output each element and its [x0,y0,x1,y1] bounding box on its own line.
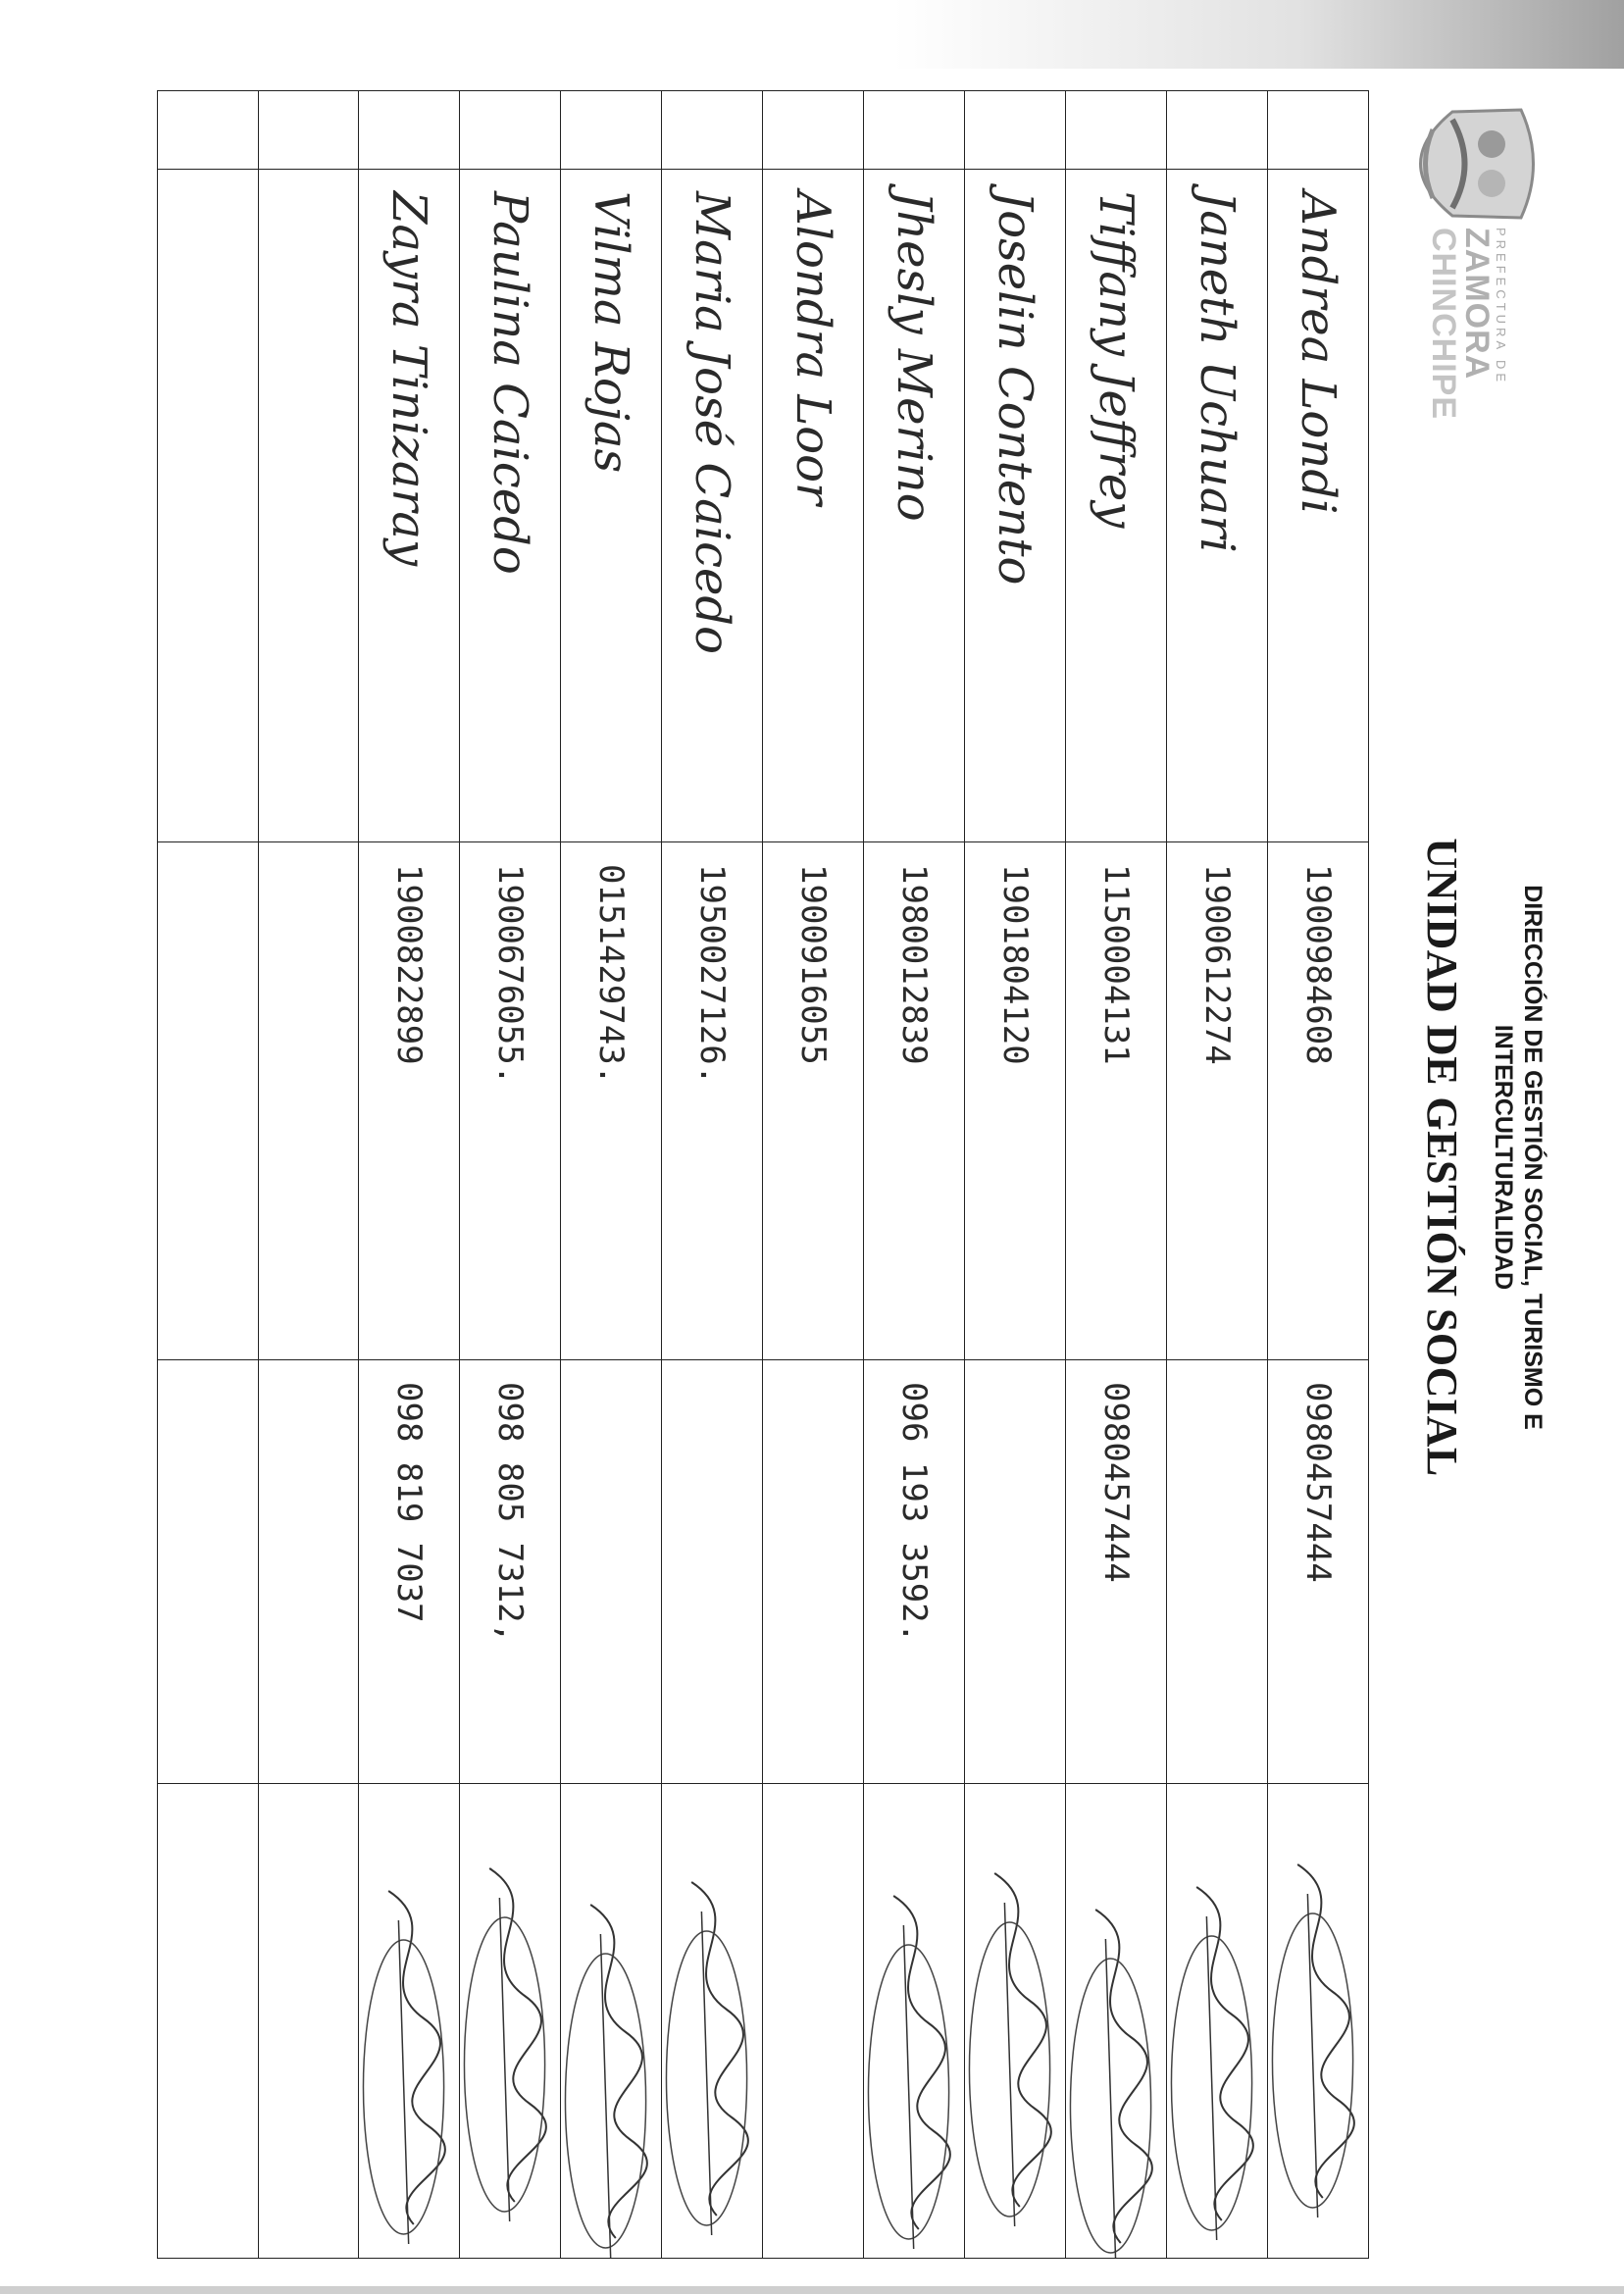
name-cell [158,170,259,842]
signature-scribble [561,1806,661,2259]
signature-cell [561,1784,662,2259]
id-number-cell [258,842,359,1360]
id-number-cell: 1900916055 [763,842,864,1360]
phone-cell [258,1360,359,1784]
name-cell: Zayra Tinizaray [359,170,460,842]
name-cell: Joselin Contento [965,170,1066,842]
table-row [1268,91,1369,2259]
signature-scribble [460,1806,560,2259]
row-number-cell [965,91,1066,170]
table-row [965,91,1066,2259]
id-number-cell: 1900822899 [359,842,460,1360]
row-number-cell [460,91,561,170]
name-cell: Tiffany Jeffrey [1066,170,1167,842]
signature-cell [460,1784,561,2259]
phone-cell: 096 193 3592. [864,1360,965,1784]
signature-scribble [1066,1806,1166,2259]
signature-scribble [1167,1806,1267,2259]
table-row [864,91,965,2259]
attendance-table [157,90,1369,2259]
row-number-cell [359,91,460,170]
signature-cell [1167,1784,1268,2259]
signature-scribble [965,1806,1065,2259]
id-number-cell [158,842,259,1360]
department-title [1489,785,1548,1530]
brand-line2: CHINCHIPE [1425,228,1462,421]
table-row [158,91,259,2259]
signature-cell [1268,1784,1369,2259]
department-line2: INTERCULTURALIDAD [1490,1024,1517,1291]
phone-cell [763,1360,864,1784]
signature-cell [763,1784,864,2259]
table-row [1066,91,1167,2259]
signature-scribble [864,1806,964,2259]
phone-cell [561,1360,662,1784]
table-row [258,91,359,2259]
phone-cell [1167,1360,1268,1784]
name-cell: Vilma Rojas [561,170,662,842]
signature-cell [359,1784,460,2259]
row-number-cell [561,91,662,170]
signature-cell [864,1784,965,2259]
name-cell: Andrea Londi [1268,170,1369,842]
attendance-rows [158,91,1369,2259]
department-line1: DIRECCIÓN DE GESTIÓN SOCIAL, TURISMO E [1519,885,1547,1430]
phone-cell: 0980457444 [1268,1360,1369,1784]
brand-line1: ZAMORA [1458,228,1496,381]
id-number-cell: 1900612274 [1167,842,1268,1360]
phone-cell [662,1360,763,1784]
scan-edge [0,2286,1624,2294]
name-cell: Janeth Uchuari [1167,170,1268,842]
table-row [1167,91,1268,2259]
table-row [662,91,763,2259]
row-number-cell [258,91,359,170]
row-number-cell [662,91,763,170]
signature-cell [1066,1784,1167,2259]
brand-wordmark [1427,228,1508,492]
row-number-cell [1268,91,1369,170]
phone-cell: 098 805 7312, [460,1360,561,1784]
row-number-cell [1167,91,1268,170]
phone-cell [158,1360,259,1784]
phone-cell: 098 819 7037 [359,1360,460,1784]
row-number-cell [763,91,864,170]
name-cell [258,170,359,842]
signature-scribble [1268,1806,1368,2259]
id-number-cell: 1950027126. [662,842,763,1360]
prefecture-logo [1379,90,1546,237]
signature-cell [662,1784,763,2259]
brand-prefix: PREFECTURA DE [1494,228,1508,386]
signature-cell [965,1784,1066,2259]
row-number-cell [158,91,259,170]
signature-cell [258,1784,359,2259]
name-cell: Alondra Loor [763,170,864,842]
row-number-cell [864,91,965,170]
id-number-cell: 1900676055. [460,842,561,1360]
signature-scribble [359,1806,459,2259]
row-number-cell [1066,91,1167,170]
table-row [561,91,662,2259]
table-row [763,91,864,2259]
id-number-cell: 1901804120 [965,842,1066,1360]
signature-cell [158,1784,259,2259]
name-cell: Jhesly Merino [864,170,965,842]
id-number-cell: 1150004131 [1066,842,1167,1360]
phone-cell [965,1360,1066,1784]
letterhead [1379,0,1624,2294]
id-number-cell: 1900984608 [1268,842,1369,1360]
name-cell: Paulina Caicedo [460,170,561,842]
table-row [359,91,460,2259]
unit-title: UNIDAD DE GESTIÓN SOCIAL [1418,838,1466,1477]
id-number-cell: 1980012839 [864,842,965,1360]
table-row [460,91,561,2259]
id-number-cell: 0151429743. [561,842,662,1360]
phone-cell: 0980457444 [1066,1360,1167,1784]
name-cell: Maria José Caicedo [662,170,763,842]
signature-scribble [662,1806,762,2259]
